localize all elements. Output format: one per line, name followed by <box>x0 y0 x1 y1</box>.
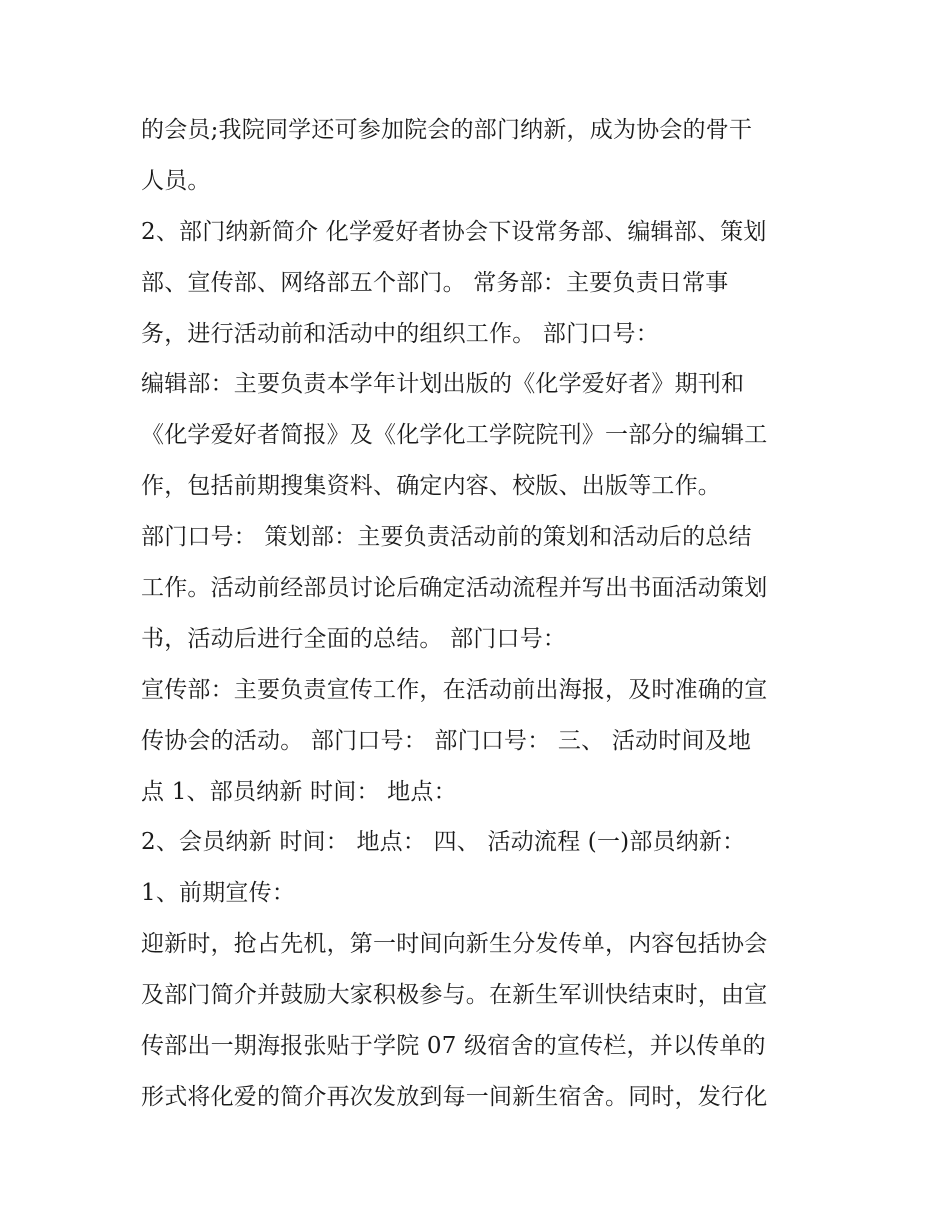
text-line: 宣传部：主要负责宣传工作，在活动前出海报，及时准确的宣 <box>141 676 768 703</box>
text-line: 传部出一期海报张贴于学院 07 级宿舍的宣传栏，并以传单的 <box>141 1033 766 1060</box>
text-line: 工作。活动前经部员讨论后确定活动流程并写出书面活动策划 <box>141 575 768 602</box>
text-line: 《化学爱好者简报》及《化学化工学院院刊》一部分的编辑工 <box>141 422 768 449</box>
text-line: 编辑部：主要负责本学年计划出版的《化学爱好者》期刊和 <box>141 371 745 398</box>
text-line: 传协会的活动。 部门口号： 部门口号： 三、 活动时间及地 <box>141 727 752 754</box>
text-line: 迎新时，抢占先机，第一时间向新生分发传单，内容包括协会 <box>141 931 768 958</box>
text-line: 形式将化爱的简介再次发放到每一间新生宿舍。同时，发行化 <box>141 1083 768 1110</box>
text-line: 的会员;我院同学还可参加院会的部门纳新，成为协会的骨干 <box>141 117 753 143</box>
text-line: 部门口号： 策划部：主要负责活动前的策划和活动后的总结 <box>141 524 752 551</box>
text-line: 点 1、部员纳新 时间： 地点： <box>141 778 457 805</box>
text-line: 1、前期宣传： <box>141 880 296 907</box>
text-line: 务，进行活动前和活动中的组织工作。 部门口号： <box>141 320 659 347</box>
text-line: 及部门简介并鼓励大家积极参与。在新生军训快结束时，由宣 <box>141 982 768 1009</box>
text-line: 部、宣传部、网络部五个部门。 常务部：主要负责日常事 <box>141 269 729 296</box>
text-line: 人员。 <box>141 167 211 194</box>
text-line: 书，活动后进行全面的总结。 部门口号： <box>141 625 567 652</box>
document-body <box>141 105 821 1123</box>
text-line: 2、会员纳新 时间： 地点： 四、 活动流程 (一)部员纳新： <box>141 829 746 856</box>
text-line: 作，包括前期搜集资料、确定内容、校版、出版等工作。 <box>141 473 721 500</box>
text-line: 2、部门纳新简介 化学爱好者协会下设常务部、编辑部、策划 <box>141 218 767 245</box>
